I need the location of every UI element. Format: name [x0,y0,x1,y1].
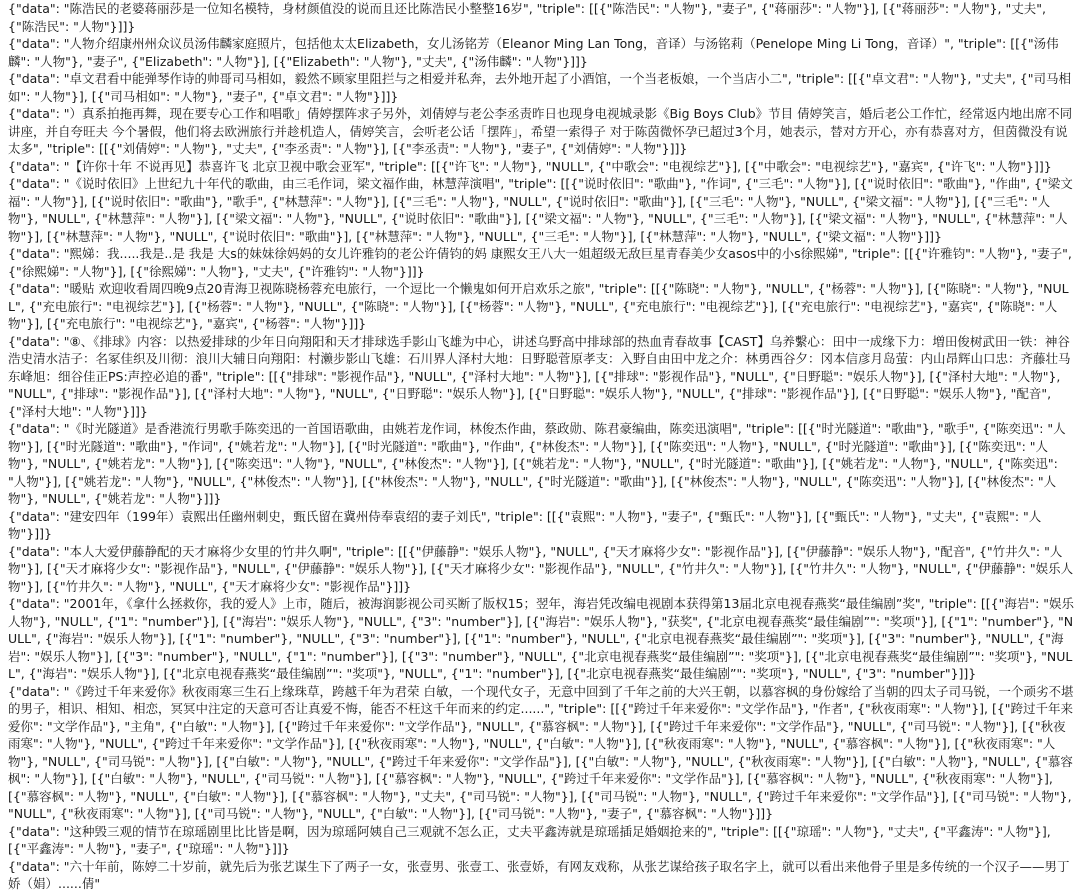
record-line: {"data": "2001年，《拿什么拯救你，我的爱人》上市，随后，被海润影视公司买断了版权15；翌年，海岩凭改编电视剧本获得第13届北京电视春燕奖“最佳编剧”奖", "triple": [[{"海岩": "娱乐人物"}, "NULL", {"1": "number"}], [{"海岩": "娱乐人物"}, "NULL", {"3": "number"}], [{"海岩": "娱乐人物"}, "获奖", {"北京电视春燕奖“最佳编剧”": "奖项"}], [{"1": "number"}, "NULL", {"海岩": "娱乐人物"}], [{"1": "number"}, "NULL", {"3": "number"}], [{"1": "number"}, "NULL", {"北京电视春燕奖“最佳编剧”": "奖项"}], [{"3": "number"}, "NULL", {"海岩": "娱乐人物"}], [{"3": "number"}, "NULL", {"1": "number"}], [{"3": "number"}, "NULL", {"北京电视春燕奖“最佳编剧”": "奖项"}], [{"北京电视春燕奖“最佳编剧”": "奖项"}, "NULL", {"海岩": "娱乐人物"}], [{"北京电视春燕奖“最佳编剧”": "奖项"}, "NULL", {"1": "number"}], [{"北京电视春燕奖“最佳编剧”": "奖项"}, "NULL", {"3": "number"}]]} [8,596,1075,681]
record-line: {"data": "）真系拍拖再舞，现在要专心工作和唱歌」倩婷摆阵求子另外，刘倩婷与老公李丞责昨日也现身电视城录影《Big Boys Club》节目 倩婷笑言，婚后老公工作忙，经常返内地出席不同讲座，并自夸旺夫 今个暑假，他们将去欧洲旅行并趁机造人，倩婷笑言，会听老公话「摆阵」，希望一索得子 对于陈茵微怀孕已超过3个月，她表示，替对方开心，亦有恭喜对方，但茵微没有说太多", "triple": [[{"刘倩婷": "人物"}, "丈夫", {"李丞责": "人物"}], [{"李丞责": "人物"}, "妻子", {"刘倩婷": "人物"}]]} [8,106,1073,156]
record-line: {"data": "本人大爱伊藤静配的天才麻将少女里的竹井久啊", "triple": [[{"伊藤静": "娱乐人物"}, "NULL", {"天才麻将少女": "影视作品"}], [{"伊藤静": "娱乐人物"}, "配音", {"竹井久": "人物"}], [{"天才麻将少女": "影视作品"}, "NULL", {"伊藤静": "娱乐人物"}], [{"天才麻将少女": "影视作品"}, "NULL", {"竹井久": "人物"}], [{"竹井久": "人物"}, "NULL", {"伊藤静": "娱乐人物"}], [{"竹井久": "人物"}, "NULL", {"天才麻将少女": "影视作品"}]]} [8,543,1074,594]
record-line: {"data": "人物介绍康州州众议员汤伟麟家庭照片，包括他太太Elizabeth，女儿汤铭芳（Eleanor Ming Lan Tong，音译）与汤铭莉（Penelope Ming Li Tong，音译）", "triple": [[{"汤伟麟": "人物"}, "妻子", {"Elizabeth": "人物"}], [{"Elizabeth": "人物"}, "丈夫", {"汤伟麟": "人物"}]]} [8,36,1059,69]
record-line: {"data": "《时光隧道》是香港流行男歌手陈奕迅的一首国语歌曲，由姚若龙作词，林俊杰作曲，蔡政勋、陈君豪编曲，陈奕迅演唱", "triple": [[{"时光隧道": "歌曲"}, "歌手", {"陈奕迅": "人物"}], [{"时光隧道": "歌曲"}, "作词", {"姚若龙": "人物"}], [{"时光隧道": "歌曲"}, "作曲", {"林俊杰": "人物"}], [{"陈奕迅": "人物"}, "NULL", {"时光隧道": "歌曲"}], [{"陈奕迅": "人物"}, "NULL", {"姚若龙": "人物"}], [{"陈奕迅": "人物"}, "NULL", {"林俊杰": "人物"}], [{"姚若龙": "人物"}, "NULL", {"时光隧道": "歌曲"}], [{"姚若龙": "人物"}, "NULL", {"陈奕迅": "人物"}], [{"姚若龙": "人物"}, "NULL", {"林俊杰": "人物"}], [{"林俊杰": "人物"}, "NULL", {"时光隧道": "歌曲"}], [{"林俊杰": "人物"}, "NULL", {"陈奕迅": "人物"}], [{"林俊杰": "人物"}, "NULL", {"姚若龙": "人物"}]]} [8,421,1066,506]
record-line: {"data": "熙娣：我.....我是..是 我是 大s的妹妹徐妈妈的女儿许雅钧的老公许倩钧的妈 康熙女王八大一姐超级无敌巨星青春美少女asos中的小s徐熙娣", "triple": [[{"许雅钧": "人物"}, "妻子", {"徐熙娣": "人物"}], [{"徐熙娣": "人物"}, "丈夫", {"许雅钧": "人物"}]]} [8,246,1072,279]
record-line: {"data": "陈浩民的老婆蒋丽莎是一位知名模特，身材颜值没的说而且还比陈浩民小整整16岁", "triple": [[{"陈浩民": "人物"}, "妻子", {"蒋丽莎": "人物"}], [{"蒋丽莎": "人物"}, "丈夫", {"陈浩民": "人物"}]]} [8,1,1046,34]
record-line: {"data": "建安四年（199年）袁熙出任幽州刺史，甄氏留在冀州侍奉袁绍的妻子刘氏", "triple": [[{"袁熙": "人物"}, "妻子", {"甄氏": "人物"}], [{"甄氏": "人物"}, "丈夫", {"袁熙": "人物"}]]} [8,508,1042,541]
record-line: {"data": "卓文君看中能弹琴作诗的帅哥司马相如，毅然不顾家里阻拦与之相爱并私奔，去外地开起了小酒馆，一个当老板娘，一个当店小二", "triple": [[{"卓文君": "人物"}, "丈夫", {"司马相如": "人物"}], [{"司马相如": "人物"}, "妻子", {"卓文君": "人物"}]]} [8,71,1071,104]
record-line: {"data": "【许你十年 不说再见】恭喜许飞 北京卫视中歌会亚军", "triple": [[{"许飞": "人物"}, "NULL", {"中歌会": "电视综艺"}], [{"中歌会": "电视综艺"}, "嘉宾", {"许飞": "人物"}]]} [8,158,1052,174]
record-line: {"data": "这种毁三观的情节在琼瑶剧里比比皆是啊，因为琼瑶阿姨自己三观就不怎么正，丈夫平鑫涛就是琼瑶插足婚姻抢来的", "triple": [[{"琼瑶": "人物"}, "丈夫", {"平鑫涛": "人物"}], [{"平鑫涛": "人物"}, "妻子", {"琼瑶": "人物"}]]} [8,823,1051,856]
record-line: {"data": "《说时依旧》上世纪九十年代的歌曲，由三毛作词，梁文福作曲，林慧萍演唱", "triple": [[{"说时依旧": "歌曲"}, "作词", {"三毛": "人物"}], [{"说时依旧": "歌曲"}, "作曲", {"梁文福": "人物"}], [{"说时依旧": "歌曲"}, "歌手", {"林慧萍": "人物"}], [{"三毛": "人物"}, "NULL", {"说时依旧": "歌曲"}], [{"三毛": "人物"}, "NULL", {"梁文福": "人物"}], [{"三毛": "人物"}, "NULL", {"林慧萍": "人物"}], [{"梁文福": "人物"}, "NULL", {"说时依旧": "歌曲"}], [{"梁文福": "人物"}, "NULL", {"三毛": "人物"}], [{"梁文福": "人物"}, "NULL", {"林慧萍": "人物"}], [{"林慧萍": "人物"}, "NULL", {"说时依旧": "歌曲"}], [{"林慧萍": "人物"}, "NULL", {"三毛": "人物"}], [{"林慧萍": "人物"}, "NULL", {"梁文福": "人物"}]]} [8,176,1073,244]
record-line: {"data": "六十年前，陈婷二十岁前，就先后为张艺谋生下了两子一女，张壹男、张壹工、张壹娇，有网友戏称，从张艺谋给孩子取名字上，就可以看出来他骨子里是多传统的一个汉子——男丁娇（娟）......倩" [8,858,1070,891]
record-line: {"data": "⑧、《排球》内容：以热爱排球的少年日向翔阳和天才排球选手影山飞雄为中心，讲述乌野高中排球部的热血青春故事【CAST】乌养繫心：田中一成缘下力：増田俊树武田一铁：神谷浩史清水洁子：名冢佳织及川彻：浪川大辅日向翔阳：村濑步影山飞雄：石川界人泽村大地：日野聪菅原孝支：入野自由田中龙之介：林勇西谷夕：冈本信彦月岛萤：内山昂辉山口忠：齐藤壮马东峰旭：细谷佳正PS:声控必追的番", "triple": [[{"排球": "影视作品"}, "NULL", {"泽村大地": "人物"}], [{"排球": "影视作品"}, "NULL", {"日野聪": "娱乐人物"}], [{"泽村大地": "人物"}, "NULL", {"排球": "影视作品"}], [{"泽村大地": "人物"}, "NULL", {"日野聪": "娱乐人物"}], [{"日野聪": "娱乐人物"}, "NULL", {"排球": "影视作品"}], [{"日野聪": "娱乐人物"}, "配音", {"泽村大地": "人物"}]]} [8,333,1071,419]
record-line: {"data": "暖贴 欢迎收看周四晚9点20青海卫视陈晓杨蓉充电旅行，一个逗比一个懒鬼如何开启欢乐之旅", "triple": [[{"陈晓": "人物"}, "NULL", {"杨蓉": "人物"}], [{"陈晓": "人物"}, "NULL", {"充电旅行": "电视综艺"}], [{"杨蓉": "人物"}, "NULL", {"陈晓": "人物"}], [{"杨蓉": "人物"}, "NULL", {"充电旅行": "电视综艺"}], [{"充电旅行": "电视综艺"}, "嘉宾", {"陈晓": "人物"}], [{"充电旅行": "电视综艺"}, "嘉宾", {"杨蓉": "人物"}]]} [8,281,1069,331]
record-line: {"data": "《跨过千年来爱你》秋夜雨寒三生石上缘珠草，跨越千年为君荣 白敏，一个现代女子，无意中回到了千年之前的大兴王朝，以慕容枫的身份嫁给了当朝的四太子司马锐，一个顽劣不堪的男子，相识、相知、相恋，冥冥中注定的天意可否让真爱不悔，能否不枉这千年而来的约定......", "triple": [[{"跨过千年来爱你": "文学作品"}, "作者", {"秋夜雨寒": "人物"}], [{"跨过千年来爱你": "文学作品"}, "主角", {"白敏": "人物"}], [{"跨过千年来爱你": "文学作品"}, "NULL", {"慕容枫": "人物"}], [{"跨过千年来爱你": "文学作品"}, "NULL", {"司马锐": "人物"}], [{"秋夜雨寒": "人物"}, "NULL", {"跨过千年来爱你": "文学作品"}], [{"秋夜雨寒": "人物"}, "NULL", {"白敏": "人物"}], [{"秋夜雨寒": "人物"}, "NULL", {"慕容枫": "人物"}], [{"秋夜雨寒": "人物"}, "NULL", {"司马锐": "人物"}], [{"白敏": "人物"}, "NULL", {"跨过千年来爱你": "文学作品"}], [{"白敏": "人物"}, "NULL", {"秋夜雨寒": "人物"}], [{"白敏": "人物"}, "NULL", {"慕容枫": "人物"}], [{"白敏": "人物"}, "NULL", {"司马锐": "人物"}], [{"慕容枫": "人物"}, "NULL", {"跨过千年来爱你": "文学作品"}], [{"慕容枫": "人物"}, "NULL", {"秋夜雨寒": "人物"}], [{"慕容枫": "人物"}, "NULL", {"白敏": "人物"}], [{"慕容枫": "人物"}, "丈夫", {"司马锐": "人物"}], [{"司马锐": "人物"}, "NULL", {"跨过千年来爱你": "文学作品"}], [{"司马锐": "人物"}, "NULL", {"秋夜雨寒": "人物"}], [{"司马锐": "人物"}, "NULL", {"白敏": "人物"}], [{"司马锐": "人物"}, "妻子", {"慕容枫": "人物"}]]} [8,683,1074,821]
